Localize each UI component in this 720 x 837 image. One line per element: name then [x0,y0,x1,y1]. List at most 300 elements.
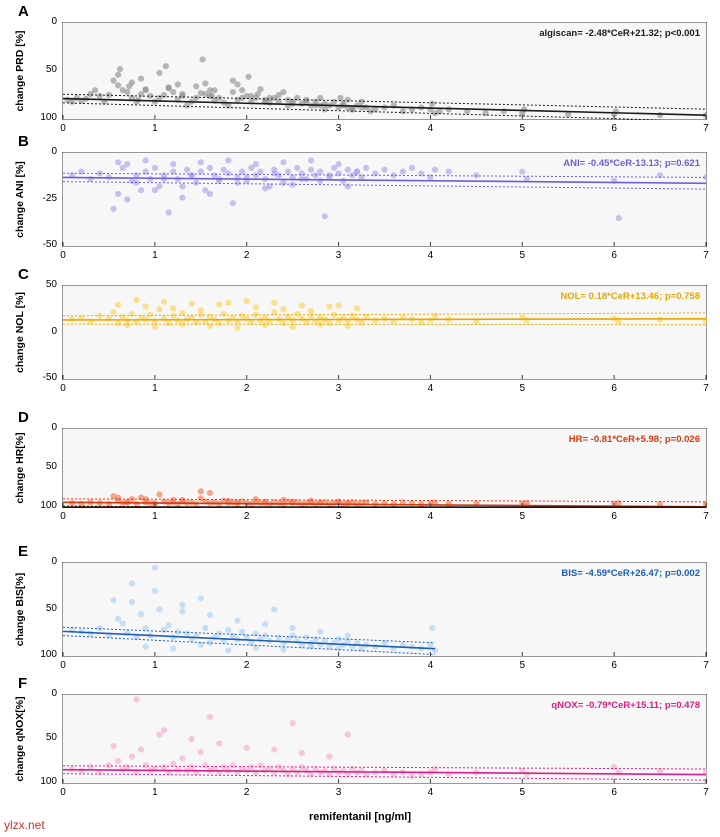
data-point [138,746,144,752]
x-tick-label: 5 [519,660,526,671]
data-point [345,167,351,173]
data-point [133,696,139,702]
data-point [262,621,268,627]
data-point [115,758,121,764]
y-tick-label: 50 [45,461,57,472]
y-axis-label-c: change NOL [%] [14,292,26,373]
data-point [611,764,617,770]
data-point [446,501,452,507]
data-point [340,178,346,184]
data-point [244,298,250,304]
data-point [294,769,300,775]
data-point [271,606,277,612]
x-tick-label: 3 [335,383,342,394]
data-point [179,602,185,608]
data-point [239,629,245,635]
chart-panel-b [0,134,720,269]
y-tick-label: 100 [40,776,57,787]
chart-panel-c [0,267,720,402]
data-point [216,302,222,308]
data-point [335,161,341,167]
y-tick-label: 0 [51,556,57,567]
data-point [432,167,438,173]
data-point [87,631,93,637]
data-point [138,611,144,617]
data-point [239,169,245,175]
x-tick-label: 1 [152,123,158,134]
data-point [335,645,341,651]
data-point [432,313,438,319]
panel-letter-c: C [18,266,29,283]
y-tick-label: 50 [45,279,57,290]
data-point [335,170,341,176]
y-tick-label: 0 [51,16,57,27]
chart-panel-d [0,410,720,530]
data-point [161,627,167,633]
chart-panel-f [0,676,720,806]
data-point [299,302,305,308]
data-point [345,500,351,506]
data-point [189,764,195,770]
equation-annotation-e: BIS= -4.59*CeR+26.47; p=0.002 [561,568,700,579]
data-point [409,644,415,650]
data-point [110,597,116,603]
data-point [280,159,286,165]
x-tick-label: 7 [703,250,709,261]
x-tick-label: 5 [519,383,526,394]
y-tick-label: 0 [51,325,57,337]
data-point [202,625,208,631]
data-point [124,161,130,167]
x-tick-label: 0 [60,383,66,394]
data-point [358,99,364,105]
panel-letter-b: B [18,133,29,150]
data-point [129,754,135,760]
data-point [143,157,149,163]
data-point [280,646,286,652]
data-point [170,305,176,311]
x-tick-label: 7 [703,660,709,671]
x-tick-label: 0 [60,511,66,522]
data-point [115,72,121,78]
data-point [198,488,204,494]
data-point [285,169,291,175]
data-point [129,580,135,586]
data-point [133,297,139,303]
data-point [290,720,296,726]
y-axis-label-e: change BIS[%] [14,572,26,647]
data-point [156,70,162,76]
data-point [163,63,169,69]
data-point [207,165,213,171]
data-point [124,322,130,328]
data-point [202,91,208,97]
data-point [129,79,135,85]
chart-panel-e [0,544,720,679]
data-point [152,324,158,330]
x-tick-label: 2 [243,787,250,798]
y-tick-label: -50 [42,372,57,383]
data-point [317,178,323,184]
data-point [143,303,149,309]
data-point [179,608,185,614]
equation-annotation-a: algiscan= -2.48*CeR+21.32; p<0.001 [539,28,700,39]
data-point [129,599,135,605]
data-point [308,308,314,314]
x-tick-label: 3 [335,511,342,522]
data-point [110,309,116,315]
data-point [179,183,185,189]
data-point [166,320,172,326]
x-tick-label: 7 [703,383,709,394]
data-point [225,300,231,306]
data-point [234,325,240,331]
x-tick-label: 4 [427,787,434,798]
data-point [280,180,286,186]
data-point [161,315,167,321]
data-point [271,769,277,775]
x-tick-label: 3 [335,123,342,134]
data-point [189,172,195,178]
data-point [166,209,172,215]
data-point [179,755,185,761]
data-point [280,89,286,95]
data-point [326,754,332,760]
x-tick-label: 0 [60,123,66,134]
x-tick-label: 5 [519,511,526,522]
data-point [115,495,121,501]
data-point [358,104,364,110]
data-point [446,106,452,112]
data-point [290,317,296,323]
data-point [198,749,204,755]
data-point [345,632,351,638]
data-point [519,169,525,175]
data-point [207,490,213,496]
data-point [193,83,199,89]
data-point [239,87,245,93]
x-tick-label: 2 [243,383,250,394]
data-point [345,183,351,189]
y-tick-label: 100 [40,500,57,511]
data-point [335,302,341,308]
data-point [115,302,121,308]
data-point [331,99,337,105]
x-tick-label: 4 [427,250,434,261]
data-point [245,74,251,80]
data-point [69,766,75,772]
data-point [156,491,162,497]
data-point [138,187,144,193]
data-point [290,632,296,638]
data-point [170,161,176,167]
panel-letter-f: F [18,675,28,692]
data-point [106,315,112,321]
data-point [432,766,438,772]
data-point [184,167,190,173]
data-point [262,185,268,191]
data-point [161,727,167,733]
data-point [124,764,130,770]
x-tick-label: 6 [611,383,617,394]
y-tick-label: -25 [42,192,57,204]
data-point [253,496,259,502]
data-point [276,634,282,640]
data-point [202,80,208,86]
data-point [166,622,172,628]
data-point [253,631,259,637]
x-tick-label: 1 [152,511,158,522]
data-point [110,206,116,212]
data-point [345,323,351,329]
data-point [317,169,323,175]
data-point [271,309,277,315]
x-tick-label: 3 [335,787,342,798]
data-point [363,165,369,171]
data-point [225,157,231,163]
y-tick-label: 50 [45,64,57,75]
y-tick-label: 0 [51,146,57,157]
data-point [418,501,424,507]
x-tick-label: 2 [243,123,250,134]
data-point [170,645,176,651]
data-point [616,215,622,221]
data-point [429,625,435,631]
data-point [335,636,341,642]
data-point [143,87,149,93]
data-point [400,169,406,175]
data-point [372,317,378,323]
x-tick-label: 3 [335,660,342,671]
data-point [161,299,167,305]
x-tick-label: 1 [152,383,158,394]
data-point [156,306,162,312]
data-point [110,743,116,749]
data-point [257,169,263,175]
data-point [198,495,204,501]
x-tick-label: 7 [703,511,709,522]
data-point [271,746,277,752]
data-point [179,91,185,97]
y-axis-label-b: change ANI [%] [14,161,26,238]
data-point [381,167,387,173]
data-point [308,167,314,173]
y-tick-label: 100 [40,112,57,123]
x-tick-label: 0 [60,250,66,261]
data-point [179,195,185,201]
data-point [120,620,126,626]
data-point [207,191,213,197]
data-point [313,636,319,642]
data-point [521,106,527,112]
equation-annotation-f: qNOX= -0.79*CeR+15.11; p=0.478 [551,700,700,711]
data-point [189,301,195,307]
x-tick-label: 5 [519,250,526,261]
x-tick-label: 4 [427,123,434,134]
data-point [257,762,263,768]
data-point [97,93,103,99]
data-point [115,191,121,197]
data-point [78,768,84,774]
data-point [657,112,663,118]
data-point [152,187,158,193]
data-point [354,305,360,311]
x-tick-label: 6 [611,123,617,134]
data-point [115,320,121,326]
data-point [427,174,433,180]
x-axis-label: remifentanil [ng/ml] [308,811,412,823]
watermark: ylzx.net [4,818,45,832]
data-point [257,86,263,92]
data-point [290,625,296,631]
data-point [156,732,162,738]
data-point [189,736,195,742]
data-point [211,87,217,93]
panel-letter-a: A [18,3,29,20]
data-point [106,762,112,768]
data-point [429,101,435,107]
data-point [152,165,158,171]
data-point [198,159,204,165]
x-tick-label: 6 [611,250,617,261]
data-point [326,303,332,309]
y-tick-label: 0 [51,422,57,433]
data-point [115,616,121,622]
x-tick-label: 6 [611,511,617,522]
data-point [253,161,259,167]
data-point [115,159,121,165]
data-point [326,320,332,326]
data-point [92,87,98,93]
data-point [202,762,208,768]
data-point [308,157,314,163]
y-tick-label: 50 [45,732,57,743]
data-point [337,95,343,101]
data-point [271,170,277,176]
data-point [117,66,123,72]
data-point [446,169,452,175]
data-point [143,762,149,768]
data-point [294,165,300,171]
data-point [524,317,530,323]
data-point [234,180,240,186]
data-point [225,627,231,633]
data-point [156,606,162,612]
equation-annotation-d: HR= -0.81*CeR+5.98; p=0.026 [568,434,700,445]
data-point [234,81,240,87]
x-tick-label: 0 [60,787,66,798]
y-axis-label-a: change PRD [%] [14,30,26,112]
data-point [129,311,135,317]
data-point [216,740,222,746]
x-tick-label: 7 [703,123,709,134]
x-tick-label: 2 [243,250,250,261]
x-tick-label: 7 [703,787,709,798]
data-point [262,322,268,328]
equation-annotation-c: NOL= 0.18*CeR+13.46; p=0.758 [560,291,700,302]
data-point [409,773,415,779]
data-point [200,56,206,62]
data-point [322,213,328,219]
data-point [473,172,479,178]
x-tick-label: 1 [152,250,158,261]
data-point [115,82,121,88]
data-point [267,95,273,101]
data-point [308,644,314,650]
data-point [161,92,167,98]
data-point [193,95,199,101]
data-point [138,76,144,82]
data-point [124,196,130,202]
x-tick-label: 5 [519,787,526,798]
y-tick-label: 50 [45,602,57,614]
data-point [170,497,176,503]
data-point [230,200,236,206]
x-tick-label: 1 [152,787,158,798]
x-tick-label: 5 [519,123,526,134]
data-point [184,631,190,637]
y-axis-label-f: change qNOX[%] [14,696,26,782]
data-point [147,312,153,318]
data-point [147,176,153,182]
data-point [244,745,250,751]
data-point [221,311,227,317]
data-point [152,565,158,571]
data-point [271,300,277,306]
data-point [152,588,158,594]
data-point [124,89,130,95]
data-point [524,771,530,777]
x-tick-label: 1 [152,660,158,671]
data-point [294,311,300,317]
data-point [280,320,286,326]
data-point [234,618,240,624]
data-point [299,170,305,176]
x-tick-label: 6 [611,660,617,671]
x-tick-label: 2 [243,660,250,671]
chart-panel-a [0,4,720,142]
data-point [198,307,204,313]
data-point [225,170,231,176]
data-point [409,165,415,171]
y-tick-label: 0 [51,688,57,699]
panel-letter-d: D [18,409,29,426]
data-point [253,769,259,775]
data-point [253,304,259,310]
data-point [207,714,213,720]
data-point [280,306,286,312]
data-point [230,89,236,95]
data-point [299,750,305,756]
x-tick-label: 0 [60,660,66,671]
data-point [317,629,323,635]
data-point [427,317,433,323]
x-tick-label: 2 [243,511,250,522]
x-tick-label: 3 [335,250,342,261]
y-tick-label: -50 [42,239,57,250]
data-point [161,764,167,770]
equation-annotation-b: ANI= -0.45*CeR-13.13; p=0.621 [563,158,700,169]
data-point [166,85,172,91]
x-tick-label: 4 [427,660,434,671]
data-point [97,625,103,631]
x-tick-label: 4 [427,383,434,394]
data-point [308,498,314,504]
data-point [216,320,222,326]
data-point [110,78,116,84]
data-point [400,108,406,114]
data-point [345,732,351,738]
